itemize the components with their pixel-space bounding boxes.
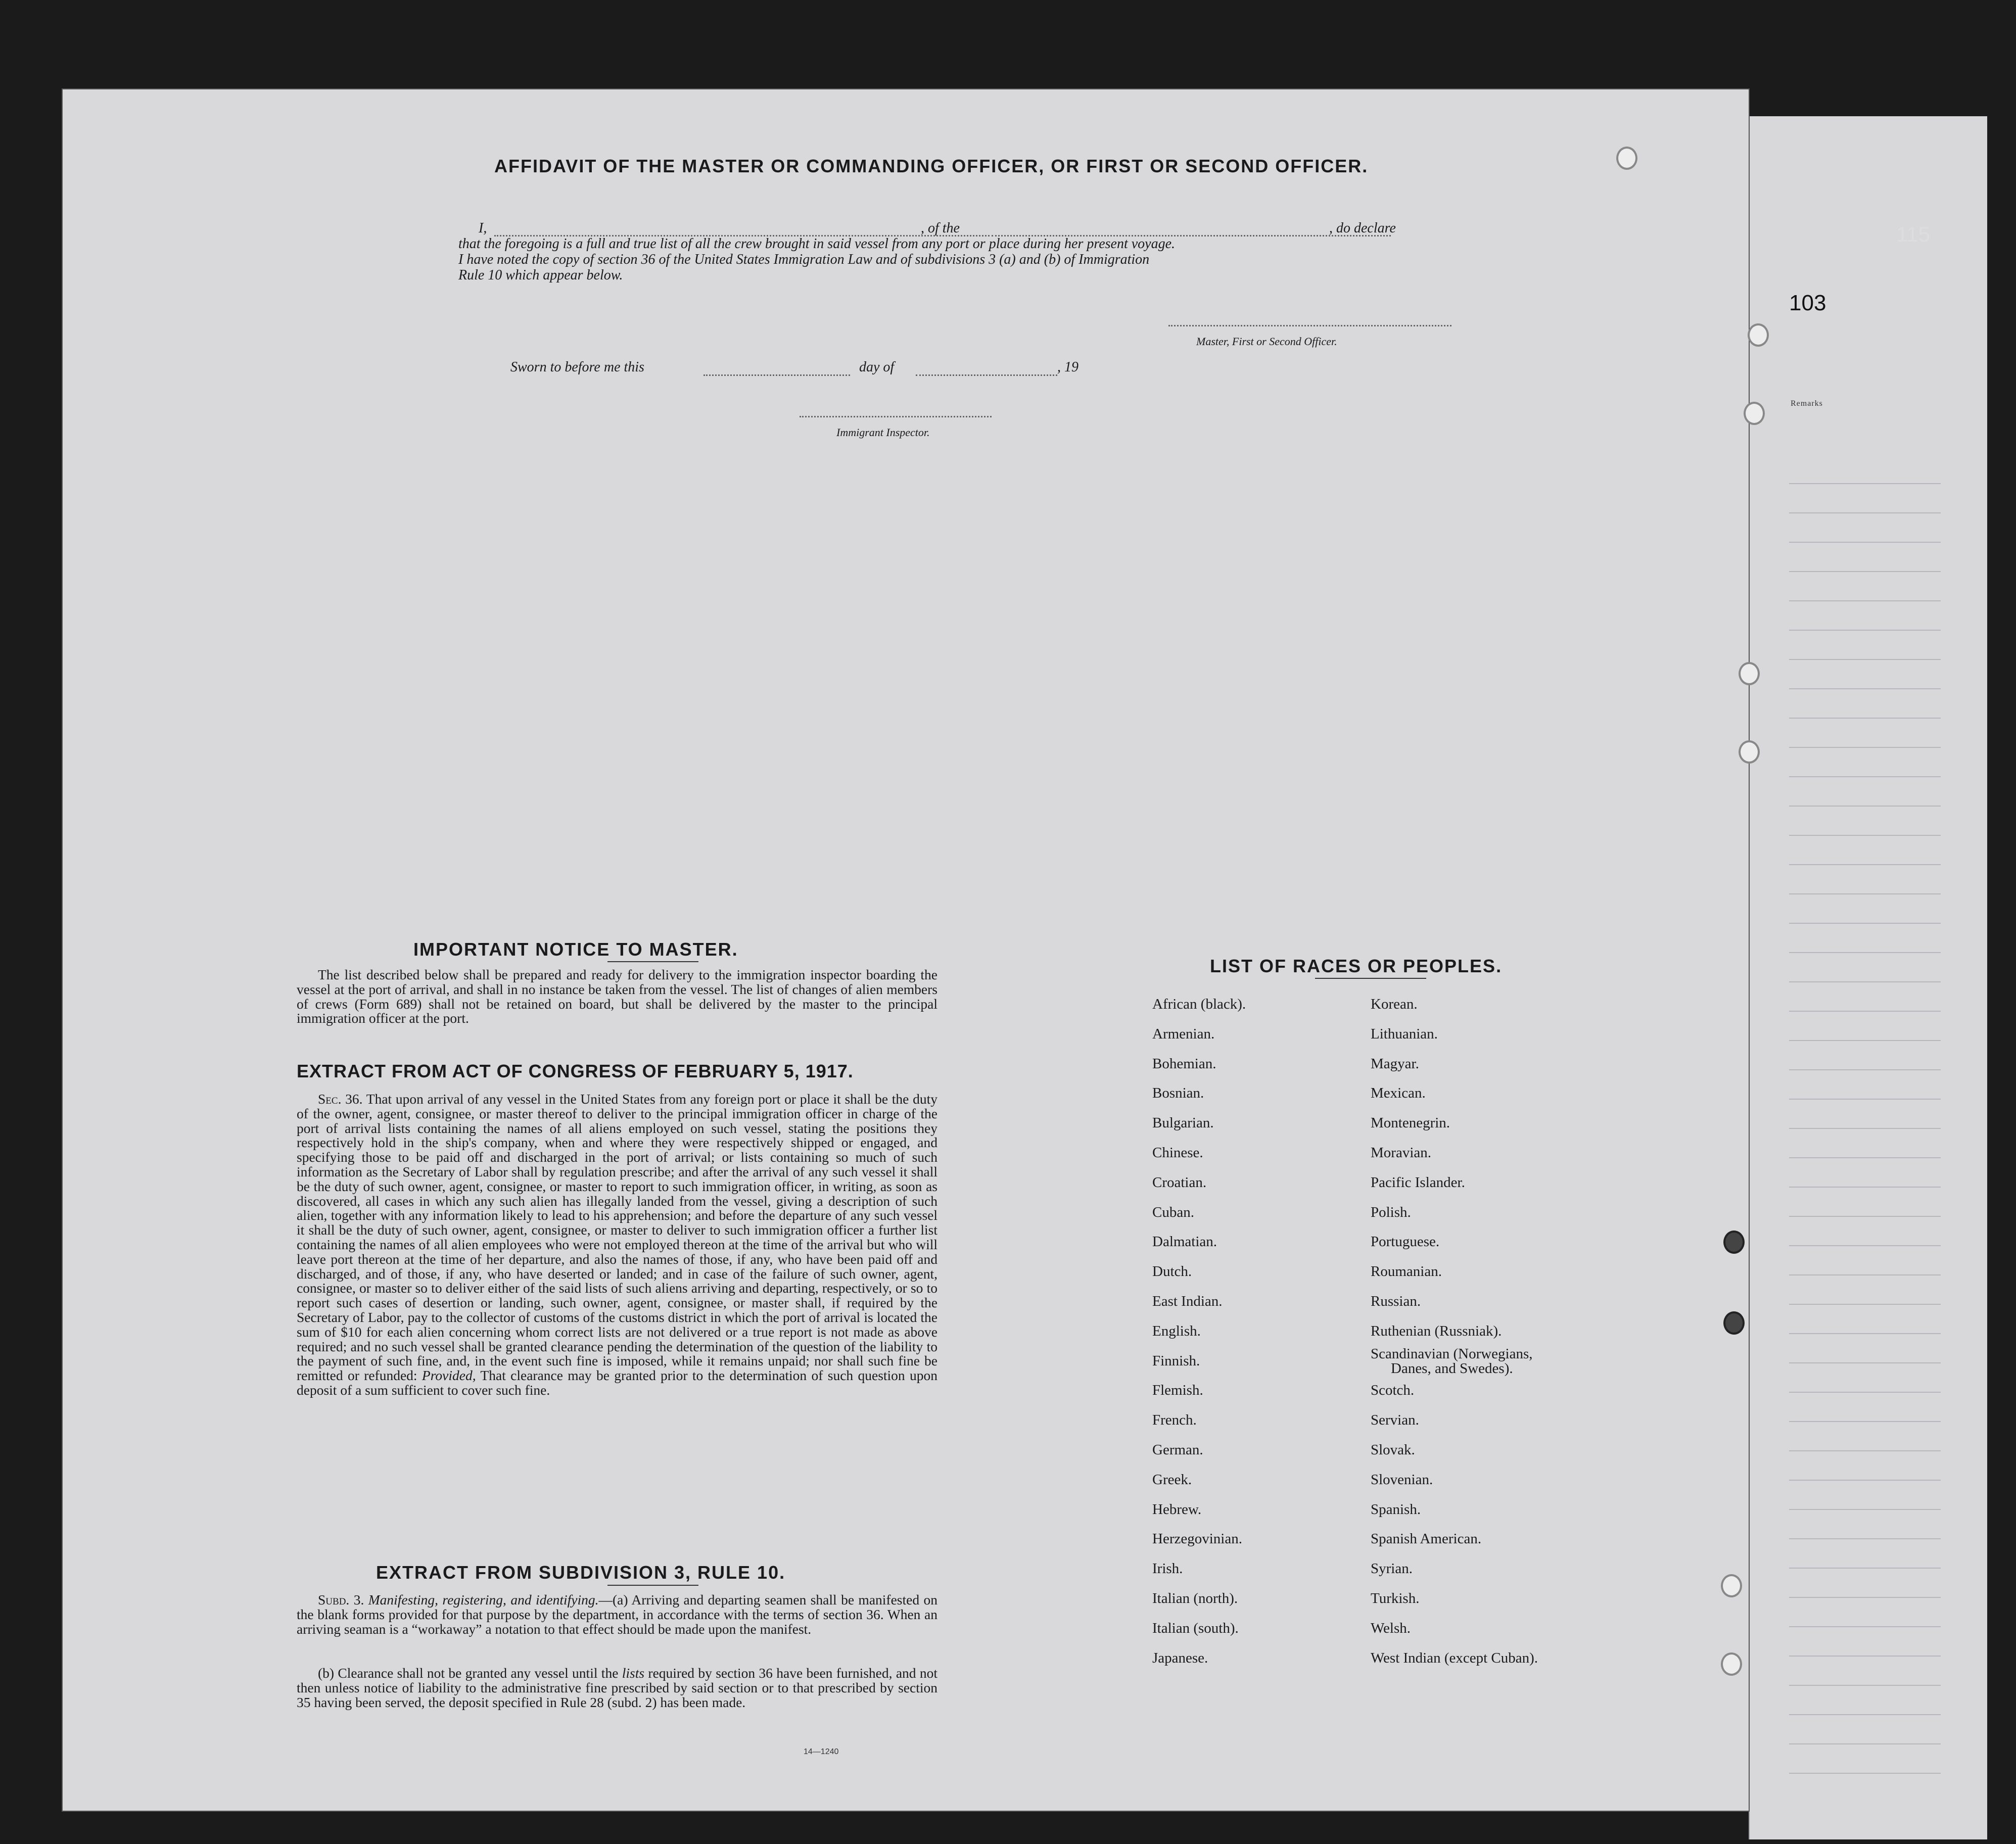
rule-para-a xyxy=(297,1593,937,1636)
race-item: French. xyxy=(1152,1412,1197,1429)
sworn-month-line xyxy=(916,374,1057,376)
rule-extract-title-rule xyxy=(607,1585,698,1586)
race-item: Moravian. xyxy=(1371,1144,1431,1161)
race-item: German. xyxy=(1152,1441,1203,1458)
declaration-line-1: that the foregoing is a full and true list of all the crew brought in said vessel from any port or place during her present voyage. xyxy=(458,236,1176,252)
page-number-103: 103 xyxy=(1789,291,1826,315)
affidavit-title: AFFIDAVIT OF THE MASTER OR COMMANDING OFFICER, OR FIRST OR SECOND OFFICER. xyxy=(494,156,1369,176)
race-item: Hebrew. xyxy=(1152,1501,1202,1518)
race-item: Irish. xyxy=(1152,1561,1183,1577)
binding-hole-icon xyxy=(1748,323,1769,347)
race-item: Lithuanian. xyxy=(1371,1025,1438,1042)
race-item: East Indian. xyxy=(1152,1293,1223,1309)
sworn-day-line xyxy=(704,374,850,376)
affidavit-of-the-label: , of the xyxy=(921,220,960,236)
act-extract-body xyxy=(297,1092,937,1398)
race-item: Bohemian. xyxy=(1152,1055,1216,1072)
affidavit-i-label: I, xyxy=(479,220,487,236)
race-item: Slovak. xyxy=(1371,1441,1415,1458)
race-item: Spanish American. xyxy=(1371,1531,1482,1547)
section-36-label: Sec. 36. xyxy=(318,1091,363,1107)
para-b-rest: required by section 36 have been furnished, and not then unless notice of liability to the administrative fine prescribed by said section or to that prescribed by section 35 having been served, the deposit specified in Rule 28 (subd. 2) has been made. xyxy=(297,1665,938,1710)
race-item: Russian. xyxy=(1371,1293,1421,1309)
binding-hole-icon xyxy=(1723,1311,1745,1335)
race-item: West Indian (except Cuban). xyxy=(1371,1649,1538,1666)
binding-hole-icon xyxy=(1721,1574,1742,1597)
races-title: LIST OF RACES OR PEOPLES. xyxy=(1210,956,1503,976)
inspector-label: Immigrant Inspector. xyxy=(836,426,930,439)
race-item: Magyar. xyxy=(1371,1055,1419,1072)
binding-hole-icon xyxy=(1739,740,1760,764)
binding-hole-icon xyxy=(1739,662,1760,685)
race-item: Welsh. xyxy=(1371,1620,1411,1636)
race-item: Danes, and Swedes). xyxy=(1391,1360,1513,1377)
notice-title: IMPORTANT NOTICE TO MASTER. xyxy=(413,939,738,960)
race-item: Italian (south). xyxy=(1152,1620,1239,1636)
race-item: Dutch. xyxy=(1152,1263,1192,1280)
declaration-line-3: Rule 10 which appear below. xyxy=(458,267,623,283)
race-item: Dalmatian. xyxy=(1152,1234,1217,1250)
race-item: Mexican. xyxy=(1371,1085,1426,1102)
race-item: African (black). xyxy=(1152,996,1246,1012)
race-item: Ruthenian (Russniak). xyxy=(1371,1322,1502,1339)
race-item: Polish. xyxy=(1371,1204,1411,1220)
race-item: Montenegrin. xyxy=(1371,1115,1450,1131)
day-of-label: day of xyxy=(859,359,895,375)
race-item: Portuguese. xyxy=(1371,1234,1440,1250)
race-item: Flemish. xyxy=(1152,1382,1203,1399)
notice-title-rule xyxy=(607,961,698,962)
race-item: Finnish. xyxy=(1152,1352,1200,1369)
race-item: Slovenian. xyxy=(1371,1471,1433,1488)
race-item: Japanese. xyxy=(1152,1649,1208,1666)
race-item: Roumanian. xyxy=(1371,1263,1442,1280)
underlying-ruled-lines xyxy=(1789,455,1941,1794)
race-item: Spanish. xyxy=(1371,1501,1421,1518)
race-item: Pacific Islander. xyxy=(1371,1174,1465,1191)
year-label: , 19 xyxy=(1057,359,1079,375)
race-item: Syrian. xyxy=(1371,1561,1413,1577)
binding-hole-icon xyxy=(1616,147,1637,170)
manifest-back-page xyxy=(62,88,1750,1812)
master-signature-line xyxy=(1168,325,1451,326)
provided-label: Provided, xyxy=(421,1367,476,1384)
race-item: Cuban. xyxy=(1152,1204,1194,1220)
page-number-115: 115 xyxy=(1896,222,1930,246)
races-right-column xyxy=(1371,989,1538,1673)
races-left-column xyxy=(1152,989,1246,1673)
race-item: Chinese. xyxy=(1152,1144,1203,1161)
binding-hole-icon xyxy=(1721,1652,1742,1676)
race-item: Turkish. xyxy=(1371,1590,1420,1606)
para-b-prefix: (b) Clearance shall not be granted any vessel until the xyxy=(318,1665,619,1681)
section-36-text: That upon arrival of any vessel in the United States from any foreign port or place it shall be the duty of the owner, agent, consignee, or master thereof to deliver to the principal immigration officer in charge of the port of arrival lists containing the names of all aliens employed on such vessel, stating the positions they respectively hold in the ship's company, when and where they were respectively shipped or engaged, and specifying those to be paid off and discharged in the port of arrival; or lists containing so much of such information as the Secretary of Labor shall by regulation prescribe; and after the arrival of any such vessel it shall be the duty of such owner, agent, consignee, or master to report to such immigration officer, in writing, as soon as discovered, all cases in which any such alien has illegally landed from the vessel, giving a description of such alien, together with any information likely to lead to his apprehension; and before the departure of any such vessel it shall be the duty of such owner, agent, consignee, or master to deliver to such immigration officer a further list containing the names of all alien employees who were not employed thereon at the time of the arrival but who will leave port thereon at the time of her departure, and also the names of those, if any, who have been paid off and discharged, and of those, if any, who have deserted or landed; and in case of the failure of such owner, agent, consignee, or master so to deliver either of the said lists of such aliens arriving and departing, respectively, or so to report such cases of desertion or landing, such owner, agent, consignee, or master shall, if required by the Secretary of Labor, pay to the collector of customs of the customs district in which the port of arrival is located the sum of $10 for each alien concerning whom correct lists are not delivered or a true report is not made as above required; and no such vessel shall be granted clearance pending the determination of the question of the liability to the payment of such fine, and, in the event such fine is imposed, while it remains unpaid; nor shall such fine be remitted or refunded: xyxy=(297,1091,937,1384)
races-title-rule xyxy=(1315,978,1426,979)
form-number: 14—1240 xyxy=(804,1747,839,1756)
race-item: Bulgarian. xyxy=(1152,1115,1214,1131)
race-item: Scandinavian (Norwegians, xyxy=(1371,1345,1533,1362)
subd-3-heading: Manifesting, registering, and identifying. xyxy=(368,1592,599,1607)
race-item: Greek. xyxy=(1152,1471,1192,1488)
race-item: Armenian. xyxy=(1152,1025,1215,1042)
rule-extract-title: EXTRACT FROM SUBDIVISION 3, RULE 10. xyxy=(376,1562,786,1583)
binding-hole-icon xyxy=(1744,402,1765,425)
master-signature-label: Master, First or Second Officer. xyxy=(1196,335,1337,348)
rule-para-b xyxy=(297,1666,937,1710)
inspector-signature-line xyxy=(800,416,992,417)
race-item: Herzegovinian. xyxy=(1152,1531,1242,1547)
race-item: English. xyxy=(1152,1322,1201,1339)
act-extract-title: EXTRACT FROM ACT OF CONGRESS OF FEBRUARY 5, 1917. xyxy=(297,1061,854,1081)
binding-hole-icon xyxy=(1723,1231,1745,1254)
subd-3-label: Subd. 3. xyxy=(318,1592,364,1607)
race-item: Servian. xyxy=(1371,1412,1419,1429)
subd-3-para-a: —(a) Arriving and departing seamen shall be manifested on the blank forms provided for that purpose by the department, in accordance with the terms of section 36. When an arriving seaman is a “workaway” a notation to that effect should be made upon the manifest. xyxy=(297,1592,937,1637)
race-item: Korean. xyxy=(1371,996,1418,1012)
race-item: Scotch. xyxy=(1371,1382,1415,1399)
affidavit-do-declare-label: , do declare xyxy=(1329,220,1396,236)
declaration-line-2: I have noted the copy of section 36 of the United States Immigration Law and of subdivisions 3 (a) and (b) of Immigration xyxy=(458,252,1150,267)
sworn-label: Sworn to before me this xyxy=(510,359,644,375)
remarks-column-label: Remarks xyxy=(1791,399,1823,408)
section-36-text-end: That clearance may be granted prior to the determination of such question upon deposit of a sum sufficient to cover such fine. xyxy=(297,1367,938,1398)
race-item: Italian (north). xyxy=(1152,1590,1238,1606)
para-b-lists: lists xyxy=(622,1665,645,1681)
race-item: Bosnian. xyxy=(1152,1085,1204,1102)
race-item: Croatian. xyxy=(1152,1174,1207,1191)
notice-body: The list described below shall be prepared and ready for delivery to the immigration inspector boarding the vessel at the port of arrival, and shall in no instance be taken from the vessel. The list of changes of alien members of crews (Form 689) shall not be retained on board, but shall be delivered by the master to the principal immigration officer at the port. xyxy=(297,967,937,1026)
